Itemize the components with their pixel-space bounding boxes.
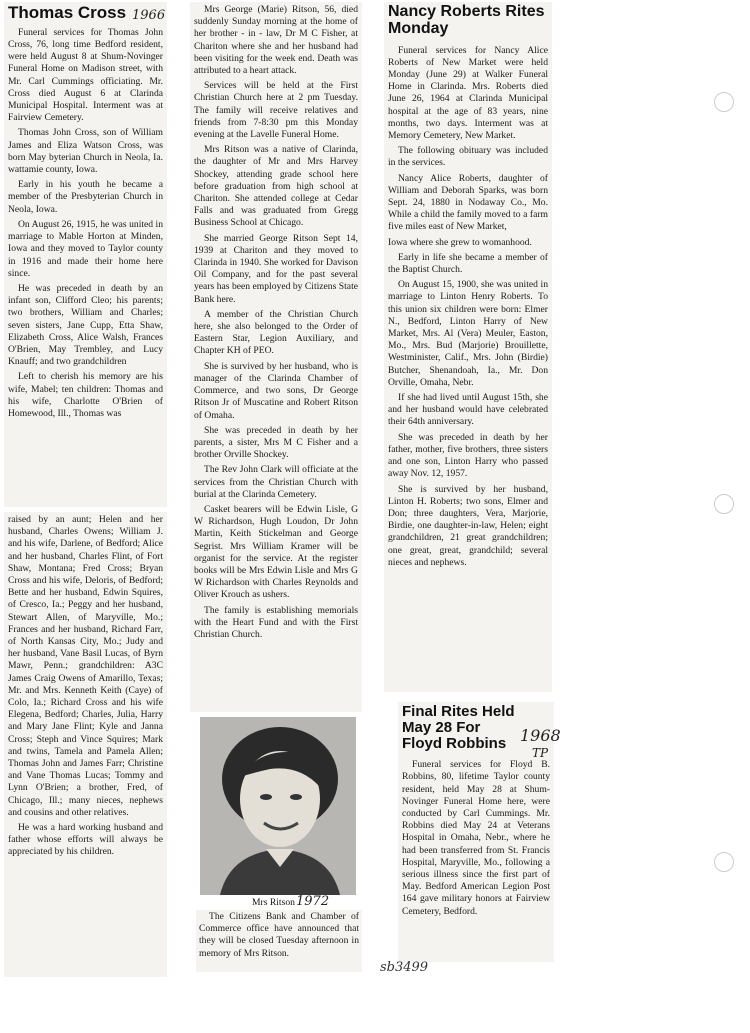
paragraph: Services will be held at the First Christian Church here at 2 pm Tuesday. The family will receive relatives and friends from 7-8:30 pm this Monday evening at the Lavelle Funeral Home. [194, 80, 358, 141]
punch-hole [714, 92, 734, 112]
photo-caption: Mrs Ritson [252, 897, 295, 908]
paragraph: Mrs George (Marie) Ritson, 56, died suddenly Sunday morning at the home of her brother - in - law, Dr M C Fisher, at Chariton where she and her husband had been visiting for the week end. Death was attributed to a heart attack. [194, 4, 358, 77]
nancy-roberts-body [388, 45, 548, 569]
paragraph: Funeral services for Floyd B. Robbins, 80, lifetime Taylor county resident, held May 28 at Shum-Novinger Funeral Home here, were conducted by Carl Cummings. Mr. Robbins died May 24 at Veterans Hospital in Omaha, Nebr., where he had been transferred from St. Francis Hospital, Maryville, Mo., following a serious illness since the first part of May. Bedford American Legion Post 164 gave military honors at Fairview Cemetery, Bedford. [402, 759, 550, 917]
floyd-robbins-headline: Final Rites Held May 28 For Floyd Robbins [402, 703, 515, 752]
handwritten-year: 1966 [132, 8, 166, 23]
ritson-photo [200, 717, 356, 895]
paragraph: Early in his youth he became a member of the Presbyterian Church in Neola, Iowa. [8, 179, 163, 215]
ritson-body [194, 4, 358, 641]
paragraph: The Rev John Clark will officiate at the services from the Christian Church with burial at the Clarinda Cemetery. [194, 464, 358, 500]
thomas-cross-continuation [4, 512, 167, 977]
paragraph: She is survived by her husband, who is manager of the Clarinda Chamber of Commerce, and two sons, Dr George Ritson Jr of Muscatine and Robert Ritson of Omaha. [194, 360, 358, 421]
paragraph: He was preceded in death by an infant son, Clifford Cleo; his parents; two brothers, William and Charles; seven sisters, Jane Cupp, Etta Shaw, Elizabeth Cross, Alice Walsh, Frances O'Brien, May Trembley, and Lucy Knauff; and two grandchildren [8, 282, 163, 368]
paragraph: The family is establishing memorials with the Heart Fund and with the First Christian Church. [194, 604, 358, 640]
floyd-robbins-body [402, 759, 550, 918]
paragraph: Left to cherish his memory are his wife, Mabel; ten children: Thomas and his wife, Charlotte O'Brien of Homewood, Ill., Thomas was [8, 371, 163, 419]
portrait-illustration [200, 717, 356, 895]
paragraph: Iowa where she grew to womanhood. [388, 236, 532, 248]
punch-hole [714, 852, 734, 872]
paragraph: On August 15, 1900, she was united in marriage to Linton Henry Roberts. To this union six children were born: Elmer N., Bedford, Linton Harry of New Market, Mrs. Al (Vera) Meuler, Easton, Mo., Mrs. Bud (Marjorie) Brouillette, Westminister, Calif., Mrs. John (Birdie) Butcher, Shenandoah, Ia., Mr. Don Orville, Omaha, Nebr. [388, 279, 548, 388]
paragraph: She was preceded in death by her father, mother, five brothers, three sisters and one son, Linton Harry who passed away Nov. 12, 1957. [388, 431, 548, 480]
continuation-body [8, 514, 163, 859]
paragraph: He was a hard working husband and father whose efforts will always be appreciated by his children. [8, 822, 163, 858]
handwritten-year-robbins: 1968 [520, 726, 561, 745]
paragraph: Early in life she became a member of the Baptist Church. [388, 251, 548, 276]
nancy-roberts-obituary [384, 2, 552, 692]
punch-hole [714, 494, 734, 514]
paragraph: raised by an aunt; Helen and her husband, Charles Owens; William J. and his wife, Darlene, of Bedford; Alice and her husband, Charles Flint, of Fort Shaw, Montana; Fred Cross; Bryan Cross and his wife, Deloris, of Bedford; Bette and her husband, Edwin Squires, of Cresco, Ia.; Peggy and her husband, Stewart Allen, of Maryville, Mo.; Frances and her husband, Richard Farr, of North Kansas City, Mo.; Judy and her husband, Vane Basil Lucas, of Byrn Mawr, Penn.; grandchildren: A3C James Craig Owens of Amarillo, Texas; Mr. and Mrs. Kenneth Keith (Caye) of Colo, Ia.; Richard Cross and his wife Elegena, Bedford; Charles, Julia, Harry and Mary Jane Flint; Kyle and Janna Cross; Steph and Vince Squires; Mark and twins, Tamela and Pamela Allen; Thomas John and James Farr; Christine and Vane Thomas Lucas; Tommy and Lynn O'Brien; a brother, Fred, of Chicago, Ill.; many nieces, nephews and cousins and other relatives. [8, 514, 163, 818]
paragraph: Nancy Alice Roberts, daughter of William and Deborah Sparks, was born Sept. 24, 1880 in Nodaway Co., Mo. While a child the family moved to a farm five miles east of New Market, [388, 172, 548, 233]
nancy-roberts-headline: Nancy Roberts Rites Monday [388, 3, 545, 37]
archive-stamp: sb3499 [380, 960, 429, 975]
paragraph: She is survived by her husband, Linton H. Roberts; two sons, Elmer and Don; three daughters, Vera, Marjorie, Birdie, one daughter-in-law, Helen; eight grandchildren, 21 great grandchildren; one great, great, grandchild; several nieces and nephews. [388, 483, 548, 568]
thomas-cross-obituary [4, 2, 167, 507]
paragraph: A member of the Christian Church here, she also belonged to the Order of Eastern Star, Legion Auxiliary, and Chapter KH of PEO. [194, 308, 358, 357]
paragraph: Mrs Ritson was a native of Clarinda, the daughter of Mr and Mrs Harvey Shockey, attending grade school here before graduation from high school at Chariton. She attended college at Cedar Falls and was graduated from Gregg Business School at Chicago. [194, 144, 358, 229]
thomas-cross-headline: Thomas Cross [8, 3, 127, 22]
paragraph: The Citizens Bank and Chamber of Commerce office have announced that they will be closed Tuesday afternoon in memory of Mrs Ritson. [199, 911, 359, 959]
paragraph: The following obituary was included in the services. [388, 145, 548, 169]
ritson-obituary [190, 2, 362, 712]
paragraph: She married George Ritson Sept 14, 1939 at Chariton and they moved to Clarinda in 1940. She worked for Davison Oil Company, and for the past several years has been employed by Citizens State Bank here. [194, 232, 358, 305]
handwritten-photo-year: 1972 [296, 894, 330, 909]
ritson-closing-note [196, 910, 362, 972]
paragraph: Casket bearers will be Edwin Lisle, G W Richardson, Hugh Loudon, Dr John Martin, Keith Stickelman and George Segrist. Mrs William Kramer will be organist for the service. At the register books will be Mrs Edwin Lisle and Mrs G W Richardson with Charles Reynolds and Oliver Krouch as ushers. [194, 503, 358, 601]
paragraph: She was preceded in death by her parents, a sister, Mrs M C Fisher and a brother Orville Shockey. [194, 424, 358, 461]
paragraph: Thomas John Cross, son of William James and Eliza Watson Cross, was born May byterian Church in Neola, Ia. wattamie county, Iowa. [8, 127, 163, 176]
paragraph: If she had lived until August 15th, she and her husband would have celebrated their 64th anniversary. [388, 392, 548, 428]
thomas-cross-body [8, 27, 163, 420]
paragraph: Funeral services for Thomas John Cross, 76, long time Bedford resident, were held August 8 at Shum-Novinger Funeral Home on Madison street, with Mr. Carl Cummings officiating. Mr. Cross died August 6 at Clarinda Municipal Hospital. Interment was at Fairview Cemetery. [8, 26, 163, 124]
paragraph: On August 26, 1915, he was united in marriage to Mable Horton at Minden, Iowa and they moved to Taylor county in 1916 and made their home here since. [8, 218, 163, 279]
handwritten-initials: TP [532, 746, 549, 760]
paragraph: Funeral services for Nancy Alice Roberts of New Market were held Monday (June 29) at Walker Funeral Home in Clarinda. Mrs. Roberts died June 26, 1964 at Clarinda Municipal hospital at the age of 83 years, nine months, two days. Interment was at Memory Cemetery, New Market. [388, 44, 548, 142]
